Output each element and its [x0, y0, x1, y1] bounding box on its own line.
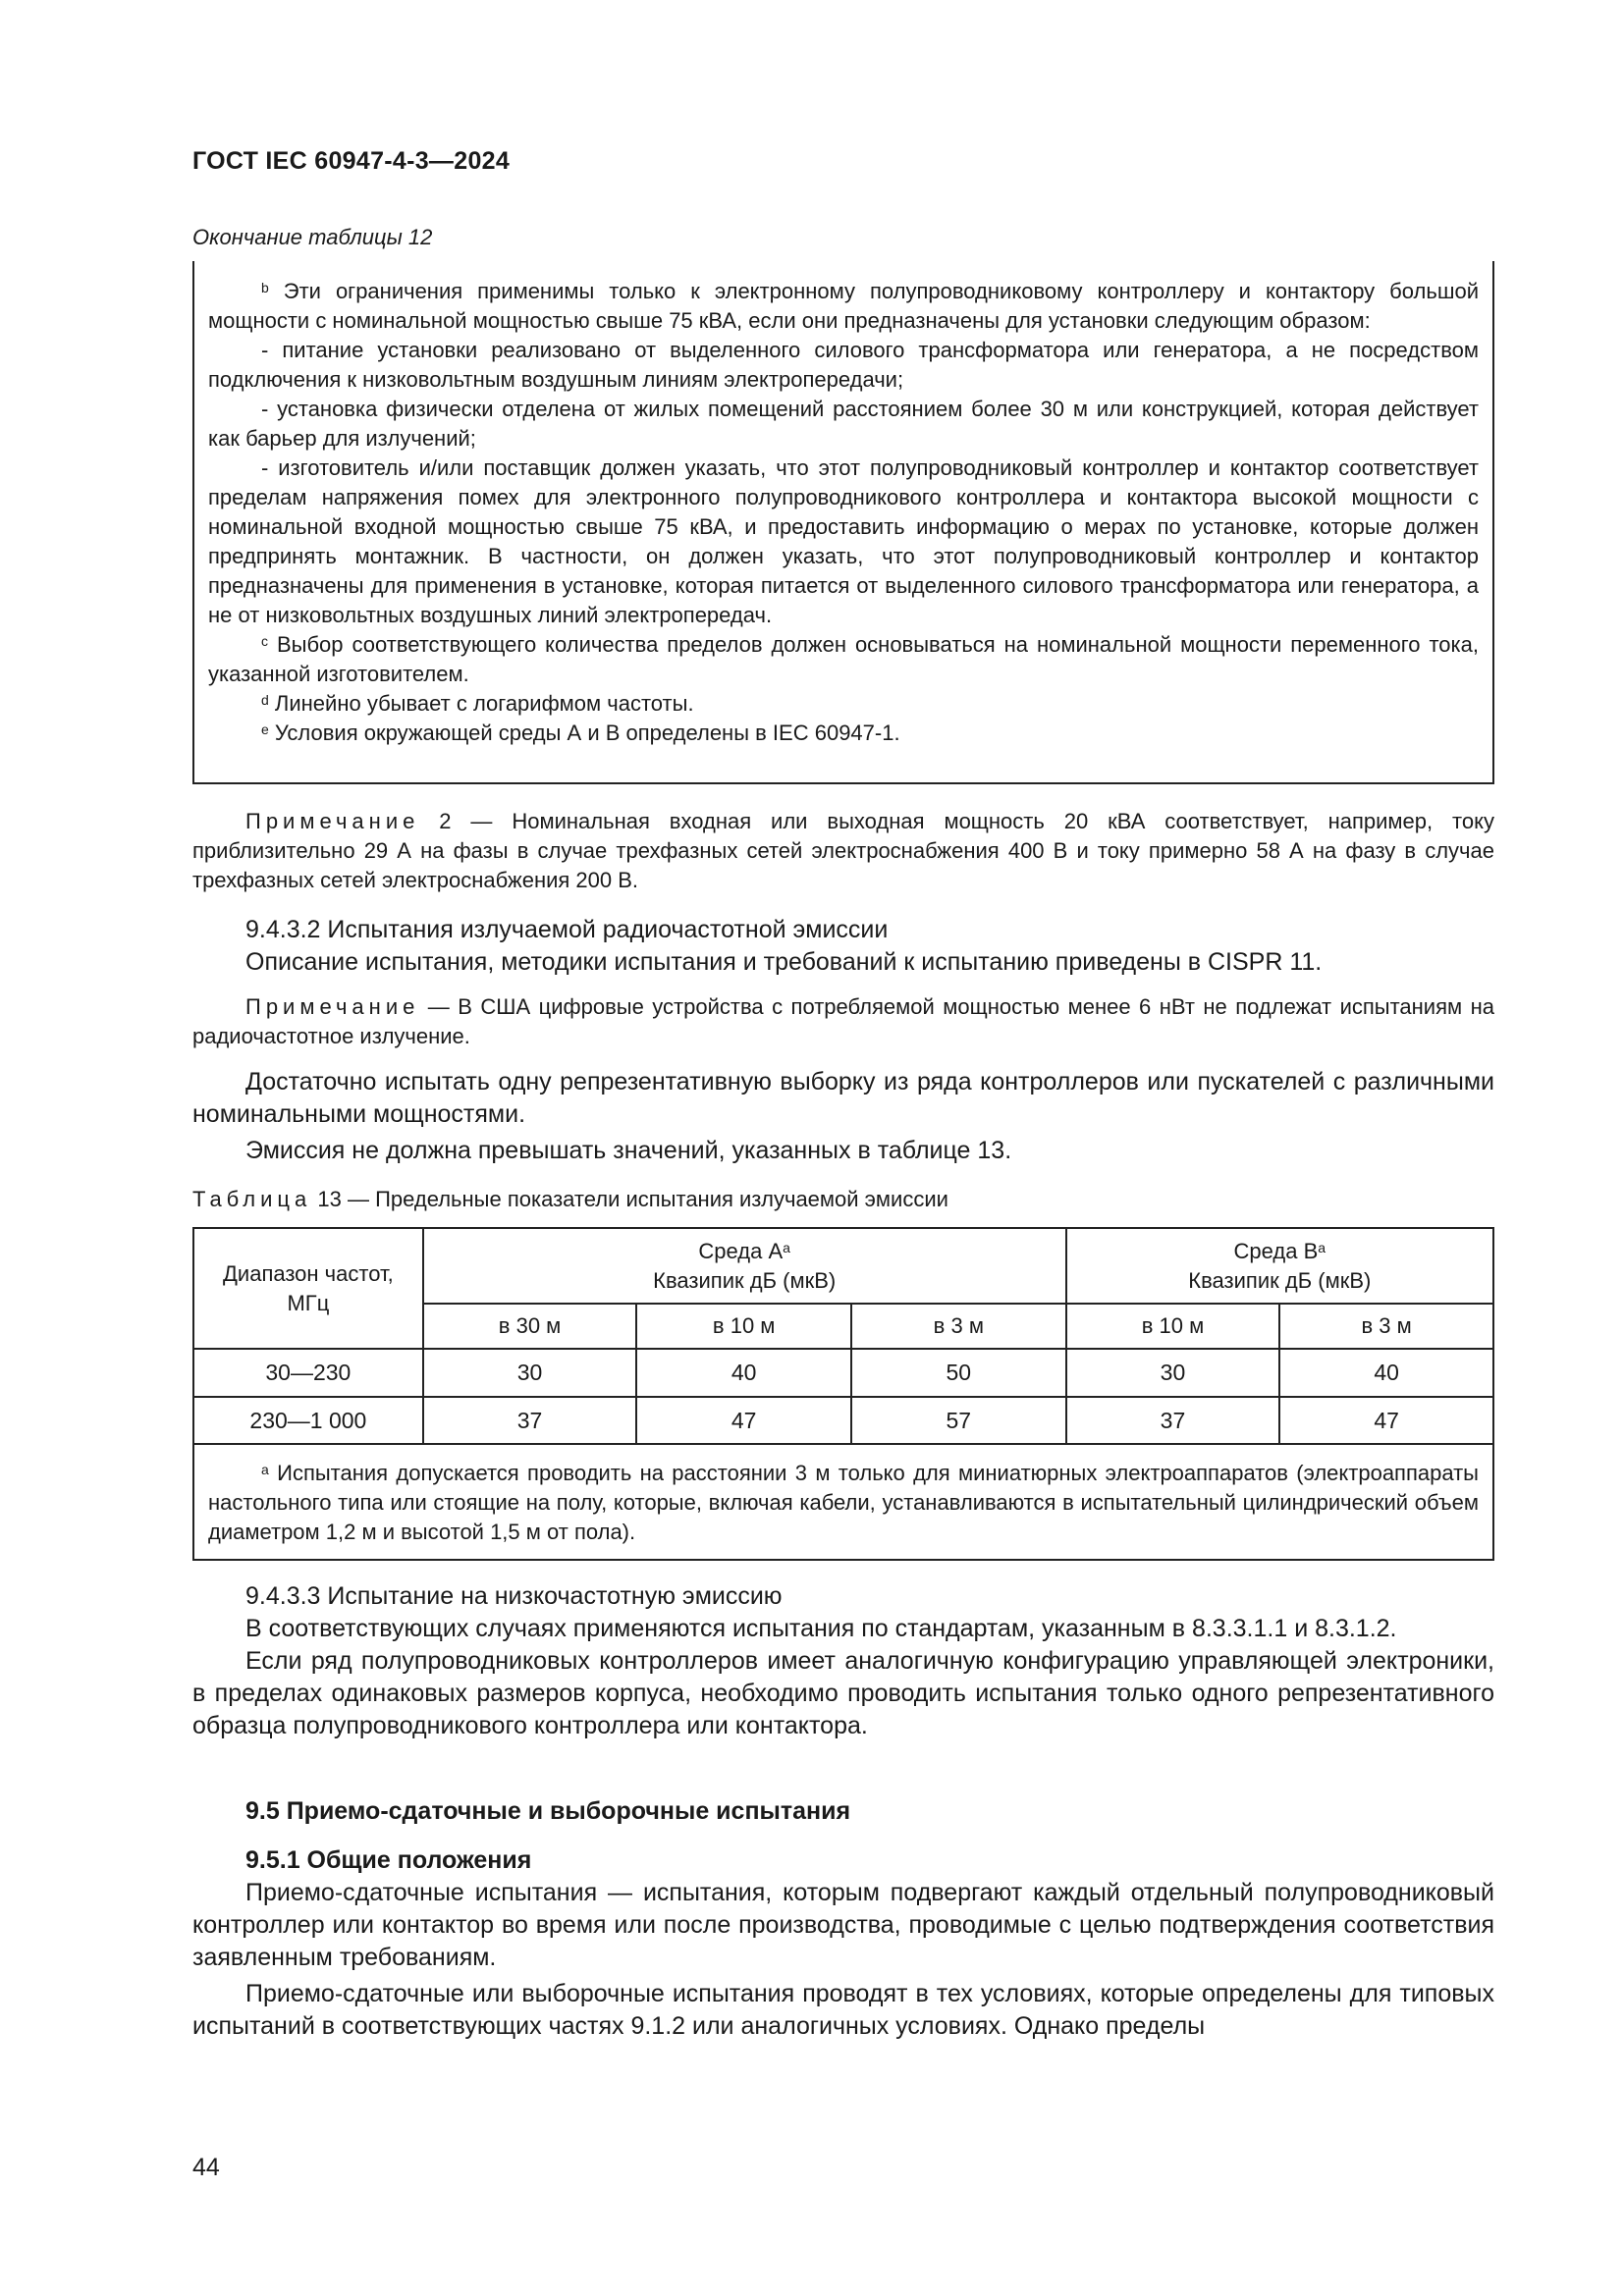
section-9-4-3-2 — [192, 914, 1494, 979]
note-2: Примечание 2 — Номинальная входная или выходная мощность 20 кВА соответствует, например, току приблизительно 29 А на фазы в случае трехфазных сетей электроснабжения 400 В и току примерно 58 А на фазу в случае трехфазных сетей электроснабжения 200 В. — [192, 809, 1494, 892]
note-usa: Примечание — В США цифровые устройства с потребляемой мощностью менее 6 нВт не подлежат испытаниям на радиочастотное излучение. — [192, 994, 1494, 1048]
value-cell: 37 — [1066, 1397, 1280, 1444]
table-continuation-caption: Окончание таблицы 12 — [192, 225, 433, 249]
range-cell: 30—230 — [193, 1349, 423, 1397]
value-cell: 40 — [1279, 1349, 1493, 1397]
footnote-c: $^c$ Выбор соответствующего количества пределов должен основываться на номинальной мощности переменного тока, указанной изготовителем. — [208, 632, 1479, 686]
footnote-d: $^d$ Линейно убывает с логарифмом частоты. — [261, 691, 694, 716]
table12-footnotes-box — [192, 261, 1494, 784]
section-heading: 9.5 Приемо-сдаточные и выборочные испытания — [245, 1797, 851, 1825]
distance-header: в 3 м — [1279, 1304, 1493, 1349]
section-title: 9.4.3.2 Испытания излучаемой радиочастотной эмиссии — [245, 916, 889, 943]
section-9-5 — [192, 1795, 1494, 2043]
distance-header: в 10 м — [636, 1304, 851, 1349]
value-cell: 30 — [423, 1349, 637, 1397]
value-cell: 40 — [636, 1349, 851, 1397]
footnote-b: $^b$ Эти ограничения применимы только к электронному полупроводниковому контроллеру и контактору большой мощности с номинальной мощностью свыше 75 кВА, если они предназначены для установки следующим образом: — [208, 279, 1479, 333]
section-9-4-3-2-body — [192, 1066, 1494, 1167]
standard-code: ГОСТ IEC 60947-4-3—2024 — [192, 147, 511, 175]
distance-header: в 10 м — [1066, 1304, 1280, 1349]
paragraph: Достаточно испытать одну репрезентативную выборку из ряда контроллеров или пускателей с различными номинальными мощностями. — [192, 1068, 1494, 1128]
table13 — [192, 1227, 1494, 1561]
paragraph: Приемо-сдаточные испытания — испытания, которым подвергают каждый отдельный полупроводниковый контроллер или контактор во время или после производства, проводимые с целью подтверждения соответствия заявленным требованиям. — [192, 1879, 1494, 1971]
table-row — [193, 1349, 1493, 1397]
value-cell: 50 — [851, 1349, 1066, 1397]
subsection-heading: 9.5.1 Общие положения — [245, 1846, 532, 1874]
distance-header: в 3 м — [851, 1304, 1066, 1349]
footnote-b-item: - питание установки реализовано от выделенного силового трансформатора или генератора, а не посредством подключения к низковольтным воздушным линиям электропередачи; — [208, 338, 1479, 392]
value-cell: 47 — [1279, 1397, 1493, 1444]
paragraph: Описание испытания, методики испытания и требований к испытанию приведены в CISPR 11. — [245, 948, 1323, 976]
footnote-b-item: - установка физически отделена от жилых помещений расстоянием более 30 м или конструкцией, которая действует как барьер для излучений; — [208, 397, 1479, 451]
page-number: 44 — [192, 2154, 220, 2181]
paragraph: В соответствующих случаях применяются испытания по стандартам, указанным в 8.3.3.1.1 и 8.3.1.2. — [245, 1615, 1397, 1642]
section-9-4-3-3 — [192, 1580, 1494, 1742]
value-cell: 47 — [636, 1397, 851, 1444]
paragraph: Эмиссия не должна превышать значений, указанных в таблице 13. — [245, 1137, 1012, 1164]
table13-caption: Таблица 13 — Предельные показатели испытания излучаемой эмиссии — [192, 1187, 948, 1211]
freq-header: Диапазон частот, МГц — [193, 1228, 423, 1349]
value-cell: 30 — [1066, 1349, 1280, 1397]
value-cell: 37 — [423, 1397, 637, 1444]
section-title: 9.4.3.3 Испытание на низкочастотную эмиссию — [245, 1582, 783, 1610]
table13-footnote: $^a$ Испытания допускается проводить на расстоянии 3 м только для миниатюрных электроаппаратов (электроаппараты настольного типа или стоящие на полу, которые, включая кабели, устанавливаются в испытательный цилиндрический объем диаметром 1,2 м и высотой 1,5 м от пола). — [193, 1444, 1493, 1560]
footnote-e: $^e$ Условия окружающей среды А и В определены в IEC 60947-1. — [261, 721, 900, 745]
range-cell: 230—1 000 — [193, 1397, 423, 1444]
distance-header: в 30 м — [423, 1304, 637, 1349]
value-cell: 57 — [851, 1397, 1066, 1444]
footnote-b-item: - изготовитель и/или поставщик должен указать, что этот полупроводниковый контроллер и контактор соответствует пределам напряжения помех для электронного полупроводникового контроллера и контактора высокой мощности с номинальной входной мощностью свыше 75 кВА, и предоставить информацию о мерах по установке, которые должен предпринять монтажник. В частности, он должен указать, что этот полупроводниковый контроллер и контактор предназначены для применения в установке, которая питается от выделенного силового трансформатора или генератора, а не от низковольтных воздушных линий электропередач. — [208, 455, 1479, 627]
paragraph: Приемо-сдаточные или выборочные испытания проводят в тех условиях, которые определены для типовых испытаний в соответствующих частях 9.1.2 или аналогичных условиях. Однако пределы — [192, 1980, 1494, 2040]
envB-header: Среда $В^a$ Квазипик дБ (мкВ) — [1066, 1228, 1493, 1304]
envA-header: Среда $А^a$ Квазипик дБ (мкВ) — [423, 1228, 1066, 1304]
paragraph: Если ряд полупроводниковых контроллеров имеет аналогичную конфигурацию управляющей электроники, в пределах одинаковых размеров корпуса, необходимо проводить испытания только одного репрезентативного образца полупроводникового контроллера или контактора. — [192, 1647, 1494, 1739]
table-row — [193, 1397, 1493, 1444]
